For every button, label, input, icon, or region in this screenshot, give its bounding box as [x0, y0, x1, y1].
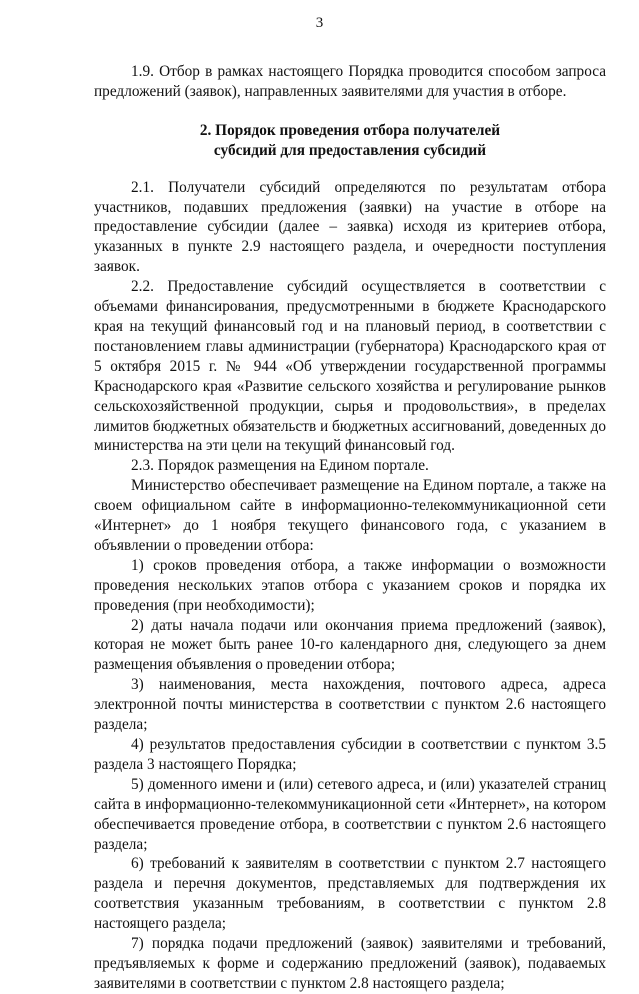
page-number: 3 [315, 15, 324, 31]
paragraph-2-3: 2.3. Порядок размещения на Едином портале. [131, 457, 429, 475]
paragraph-1-9: 1.9. Отбор в рамках настоящего Порядка проводится способом запроса предложений (заявок), направленных заявителями для участия в отборе. [94, 63, 606, 100]
document-body [94, 62, 606, 994]
paragraph-2-2: 2.2. Предоставление субсидий осуществляется в соответствии с объемами финансирования, предусмотренными в бюджете Краснодарского края на текущий финансовый год и на плановый период, в соответствии с постановлением главы администрации (губернатора) Краснодарского края от 5 октября 2015 г. № 944 «Об утверждении государственной программы Краснодарского края «Развитие сельского хозяйства и регулирование рынков сельскохозяйственной продукции, сырья и продовольствия», в пределах лимитов бюджетных обязательств и бюджетных ассигнований, доведенных до министерства на эти цели на текущий финансовый год. [94, 278, 606, 455]
list-item-5: 5) доменного имени и (или) сетевого адреса, и (или) указателей страниц сайта в информационно-телекоммуникационной сети «Интернет», на котором обеспечивается проведение отбора, в соответствии с пунктом 2.6 настоящего раздела; [94, 775, 606, 853]
section-heading [94, 121, 606, 161]
paragraph-ministry-publication: Министерство обеспечивает размещение на Едином портале, а также на своем официальном сайте в информационно-телекоммуникационной сети «Интернет» до 1 ноября текущего финансового года, с указанием в объявлении о проведении отбора: [94, 477, 606, 554]
section-heading-line-2: субсидий для предоставления субсидий [213, 141, 487, 159]
section-heading-line-1: 2. Порядок проведения отбора получателей [199, 121, 501, 139]
list-item-7: 7) порядка подачи предложений (заявок) заявителями и требований, предъявляемых к форме и содержанию предложений (заявок), подаваемых заявителями в соответствии с пунктом 2.8 настоящего раздела; [94, 935, 606, 992]
list-item-3: 3) наименования, места нахождения, почтового адреса, адреса электронной почты министерства в соответствии с пунктом 2.6 настоящего раздела; [94, 676, 606, 734]
list-item-2: 2) даты начала подачи или окончания приема предложений (заявок), которая не может быть ранее 10-го календарного дня, следующего за днем размещения объявления о проведении отбора; [94, 616, 606, 674]
list-item-1: 1) сроков проведения отбора, а также информации о возможности проведения нескольких этапов отбора с указанием сроков и порядка их проведения (при необходимости); [94, 556, 606, 614]
paragraph-2-1: 2.1. Получатели субсидий определяются по результатам отбора участников, подавших предложения (заявки) на участие в отборе на предоставление субсидии (далее – заявка) исходя из критериев отбора, указанных в пункте 2.9 настоящего раздела, и очередности поступления заявок. [94, 178, 606, 276]
list-item-6: 6) требований к заявителям в соответствии с пунктом 2.7 настоящего раздела и перечня документов, представляемых для подтверждения их соответствия указанным требованиям, в соответствии с пунктом 2.8 настоящего раздела; [94, 855, 606, 933]
list-item-4: 4) результатов предоставления субсидии в соответствии с пунктом 3.5 раздела 3 настоящего Порядка; [94, 736, 606, 773]
